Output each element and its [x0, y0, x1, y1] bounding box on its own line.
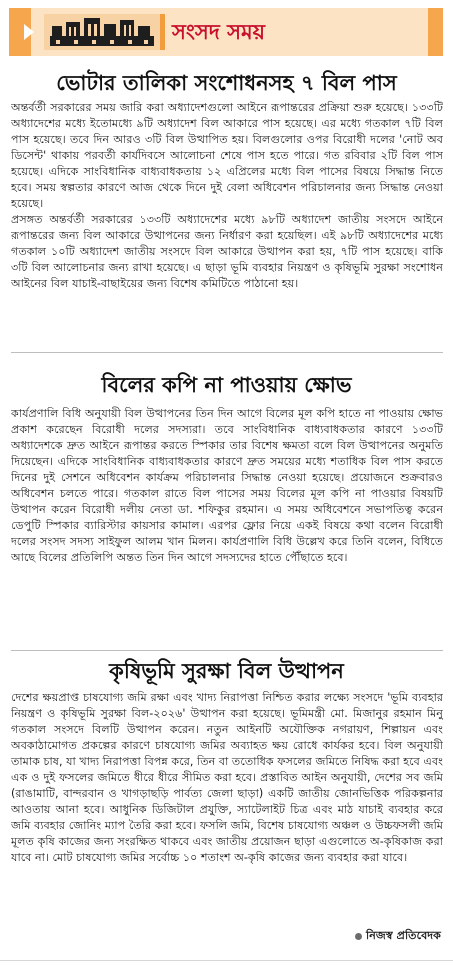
article-1-headline: ভোটার তালিকা সংশোধনসহ ৭ বিল পাস	[56, 71, 397, 95]
header-end-block	[428, 8, 443, 56]
article-3-headline: কৃষিভূমি সুরক্ষা বিল উত্থাপন	[109, 659, 344, 683]
byline	[351, 928, 441, 944]
section-title: সংসদ সময়	[172, 20, 266, 44]
article-divider	[11, 352, 443, 353]
article-1-paragraph-1: অন্তর্বর্তী সরকারের সময় জারি করা অধ্যাদেশগুলো আইনে রূপান্তরের প্রক্রিয়া শুরু হয়েছে। ১৩৩টি অধ্যাদেশের মধ্যে ইতোমধ্যে ৯টি অধ্যাদেশ বিল আকারে পাস হয়েছে। এর মধ্যে গতকাল ৭টি বিল পাস হয়েছে। তবে দিন আরও ৩টি বিল উত্থাপিত হয়। বিলগুলোর ওপর বিরোধী দলের 'নোট অব ডিসেন্ট' থাকায় পরবর্তী কার্যদিবসে আলোচনা শেষে পাস হতে পারে। গত রবিবার ২টি বিল পাস হয়েছে। এদিকে সাংবিধানিক বাধ্যবাধকতায় ১২ এপ্রিলের মধ্যে বিল পাসের বিষয়ে সিদ্ধান্ত নিতে হবে। সময় স্বল্পতার কারণে আজ থেকে দিনে দুই বেলা অধিবেশন পরিচালনার জন্য সিদ্ধান্ত নেওয়া হয়েছে।	[11, 101, 443, 210]
article-1-paragraph-2: প্রসঙ্গত অন্তর্বর্তী সরকারের ১৩৩টি অধ্যাদেশের মধ্যে ৯৮টি অধ্যাদেশ জাতীয় সংসদে আইনে রূপান্তরের জন্য বিল আকারে উত্থাপনের জন্য নির্ধারণ করা হয়েছিল। এই ৯৮টি অধ্যাদেশের মধ্যে গতকাল ১০টি অধ্যাদেশ জাতীয় সংসদে বিল আকারে উত্থাপন করা হয়, ৭টি পাস হয়েছে। বাকি ৩টি বিল আলোচনার জন্য রাখা হয়েছে। এ ছাড়া ভূমি ব্যবহার নিয়ন্ত্রণ ও কৃষিভূমি সুরক্ষা সংশোধন আইনের বিল যাচাই-বাছাইয়ের জন্য বিশেষ কমিটিতে পাঠানো হয়।	[11, 213, 443, 290]
bullet-icon	[355, 933, 362, 940]
article-2-headline: বিলের কপি না পাওয়ায় ক্ষোভ	[101, 373, 352, 397]
parliament-building-icon	[44, 14, 160, 50]
article-3-paragraph-1: দেশের ক্ষয়প্রাপ্ত চাষযোগ্য জমি রক্ষা এবং খাদ্য নিরাপত্তা নিশ্চিত করার লক্ষ্যে সংসদে 'ভূমি ব্যবহার নিয়ন্ত্রণ ও কৃষিভূমি সুরক্ষা বিল-২০২৬' উত্থাপন করা হয়েছে। ভূমিমন্ত্রী মো. মিজানুর রহমান মিনু গতকাল সংসদে বিলটি উত্থাপন করেন। নতুন আইনটি অযৌক্তিক নগরায়ণ, শিল্পায়ন এবং অবকাঠামোগত প্রকল্পের কারণে চাষযোগ্য জমির অব্যাহত ক্ষয় রোধে কার্যকর হবে। বিল অনুযায়ী তামাক চাষ, যা খাদ্য নিরাপত্তা বিপন্ন করে, তিন বা ততোধিক ফসলের জমিতে নিষিদ্ধ করা হবে এবং এক ও দুই ফসলের জমিতে ধীরে ধীরে সীমিত করা হবে। প্রস্তাবিত আইন অনুযায়ী, দেশের সব জমি (রাঙামাটি, বান্দরবান ও খাগড়াছড়ি পার্বত্য জেলা ছাড়া) একটি জাতীয় জোনভিত্তিক পরিকল্পনার আওতায় আনা হবে। আধুনিক ডিজিটাল প্রযুক্তি, স্যাটেলাইট চিত্র এবং মাঠ যাচাই ব্যবহার করে জমি ব্যবহার জোনিং ম্যাপ তৈরি করা হবে। ফসলি জমি, বিশেষ চাষযোগ্য অঞ্চল ও উচ্চফসলী জমি মূলত কৃষি কাজের জন্য সংরক্ষিত থাকবে এবং জাতীয় প্রয়োজন ছাড়া এগুলোতে অ-কৃষিকাজ করা যাবে না। মোট চাষযোগ্য জমির সর্বোচ্চ ১০ শতাংশ অ-কৃষি কাজের জন্য ব্যবহার করা যাবে।	[11, 691, 443, 864]
article-2-paragraph-1: কার্যপ্রণালি বিধি অনুযায়ী বিল উত্থাপনের তিন দিন আগে বিলের মূল কপি হাতে না পাওয়ায় ক্ষোভ প্রকাশ করেছেন বিরোধী দলের সদস্যরা। তবে সাংবিধানিক বাধ্যবাধকতার কারণে ১৩৩টি অধ্যাদেশকে দ্রুত আইনে রূপান্তর করতে স্পিকার তার বিশেষ ক্ষমতা বলে বিল উত্থাপনের অনুমতি দিয়েছেন। এদিকে সাংবিধানিক বাধ্যবাধকতার কারণে দ্রুত সময়ের মধ্যে শতাধিক বিল পাস করতে দিনের দুই সেশনে অধিবেশন কার্যক্রম পরিচালনার সিদ্ধান্ত নেওয়া হয়েছে। প্রয়োজনে শুক্রবারও অধিবেশন চলতে পারে। গতকাল রাতে বিল পাসের সময় বিলের মূল কপি না পাওয়ার বিষয়টি উত্থাপন করেন বিরোধী দলীয় নেতা ডা. শফিকুর রহমান। এ সময় অধিবেশনে সভাপতিত্ব করেন ডেপুটি স্পিকার ব্যারিস্টার কায়সার কামাল। এরপর ফ্লোর নিয়ে একই বিষয়ে কথা বলেন বিরোধী দলের সংসদ সদস্য সাইফুল আলম খান মিলন। কার্যপ্রণালি বিধি উল্লেখ করে তিনি বলেন, বিধিতে আছে বিলের প্রতিলিপি অন্তত তিন দিন আগে সদস্যদের হাতে পৌঁছাতে হবে।	[11, 407, 443, 564]
byline-text: নিজস্ব প্রতিবেদক	[366, 929, 441, 942]
article-divider	[11, 650, 443, 651]
header-divider	[160, 14, 165, 50]
play-arrow-icon	[24, 24, 34, 40]
page-bottom-edge	[0, 960, 453, 961]
